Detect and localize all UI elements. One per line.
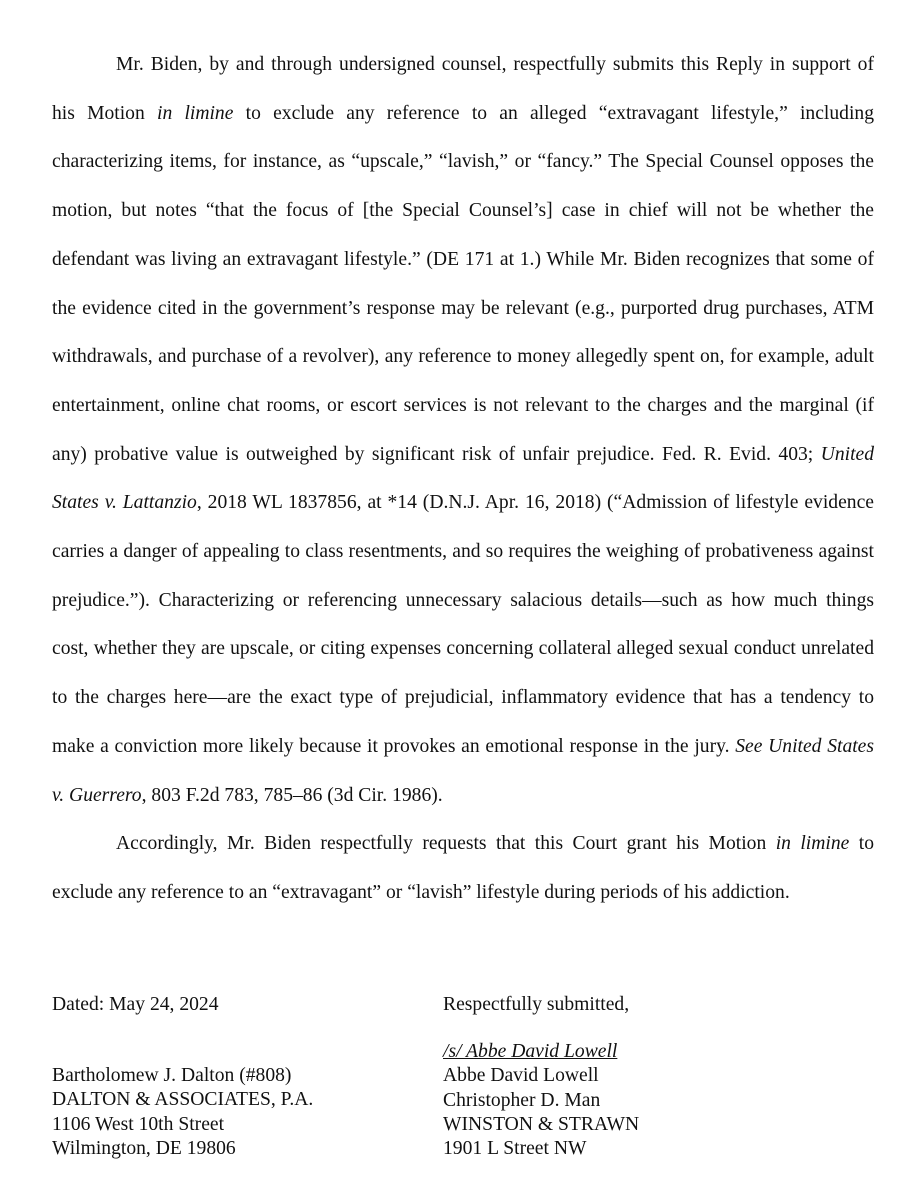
closing-text: Respectfully submitted, <box>443 994 630 1015</box>
local-firm-name: DALTON & ASSOCIATES, P.A. <box>52 1089 314 1111</box>
p1-case-citation-lattanzio: United States v. Lattanzio <box>52 443 874 514</box>
law-firm-name: WINSTON & STRAWN <box>443 1113 640 1135</box>
local-firm-street: 1106 West 10th Street <box>52 1113 225 1135</box>
firm-address: 1901 L Street NW <box>443 1138 587 1160</box>
left-counsel-block <box>52 1064 313 1161</box>
p1-italic-in-limine: in limine <box>157 102 234 124</box>
paragraph-reply-argument <box>52 41 874 820</box>
document-body <box>52 41 874 918</box>
right-signature-block <box>443 1040 639 1161</box>
p1-text-2: to exclude any reference to an alleged “extravagant lifestyle,” including characterizing items, for instance, as “upscale,” “lavish,” or “fancy.” The Special Counsel opposes the motion, but notes “that the focus of [the Special Counsel’s] case in chief will not be whether the defendant was living an extravagant lifestyle.” (DE 171 at 1.) While Mr. Biden recognizes that some of the evidence cited in the government’s response may be relevant (e.g., purported drug purchases, ATM withdrawals, and purchase of a revolver), any reference to money allegedly spent on, for example, adult entertainment, online chat rooms, or escort services is not relevant to the charges and the marginal (if any) probative value is outweighed by significant risk of unfair prejudice. Fed. R. Evid. 403; <box>52 102 874 465</box>
p1-text-3: , 2018 WL 1837856, at *14 (D.N.J. Apr. 16, 2018) (“Admission of lifestyle evidence carries a danger of appealing to class resentments, and so requires the weighing of probativeness against prejudice.”). Characterizing or referencing unnecessary salacious details—such as how much things cost, whether they are upscale, or citing expenses concerning collateral alleged sexual conduct unrelated to the charges here—are the exact type of prejudicial, inflammatory evidence that has a tendency to make a conviction more likely because it provokes an emotional response in the jury. <box>52 492 874 757</box>
p1-text-4: , 803 F.2d 783, 785–86 (3d Cir. 1986). <box>141 784 443 806</box>
closing-line <box>443 993 629 1017</box>
p1-case-citation-guerrero: See United States v. Guerrero <box>52 735 875 806</box>
electronic-signature: /s/ Abbe David Lowell <box>443 1041 618 1062</box>
dated-line <box>52 993 219 1017</box>
p1-text-1: Mr. Biden, by and through undersigned counsel, respectfully submits this Reply in support of his Motion <box>52 54 874 124</box>
date-text: Dated: May 24, 2024 <box>52 994 219 1015</box>
p2-italic-in-limine: in limine <box>775 833 850 855</box>
paragraph-conclusion <box>52 820 874 917</box>
p2-text-2: to exclude any reference to an “extravagant” or “lavish” lifestyle during periods of his addiction. <box>52 833 875 903</box>
counsel-name-1: Abbe David Lowell <box>443 1065 599 1087</box>
counsel-name-2: Christopher D. Man <box>443 1089 601 1111</box>
local-firm-city: Wilmington, DE 19806 <box>52 1137 236 1159</box>
local-counsel-name: Bartholomew J. Dalton (#808) <box>52 1065 292 1086</box>
p2-text-1: Accordingly, Mr. Biden respectfully requests that this Court grant his Motion <box>116 833 776 855</box>
